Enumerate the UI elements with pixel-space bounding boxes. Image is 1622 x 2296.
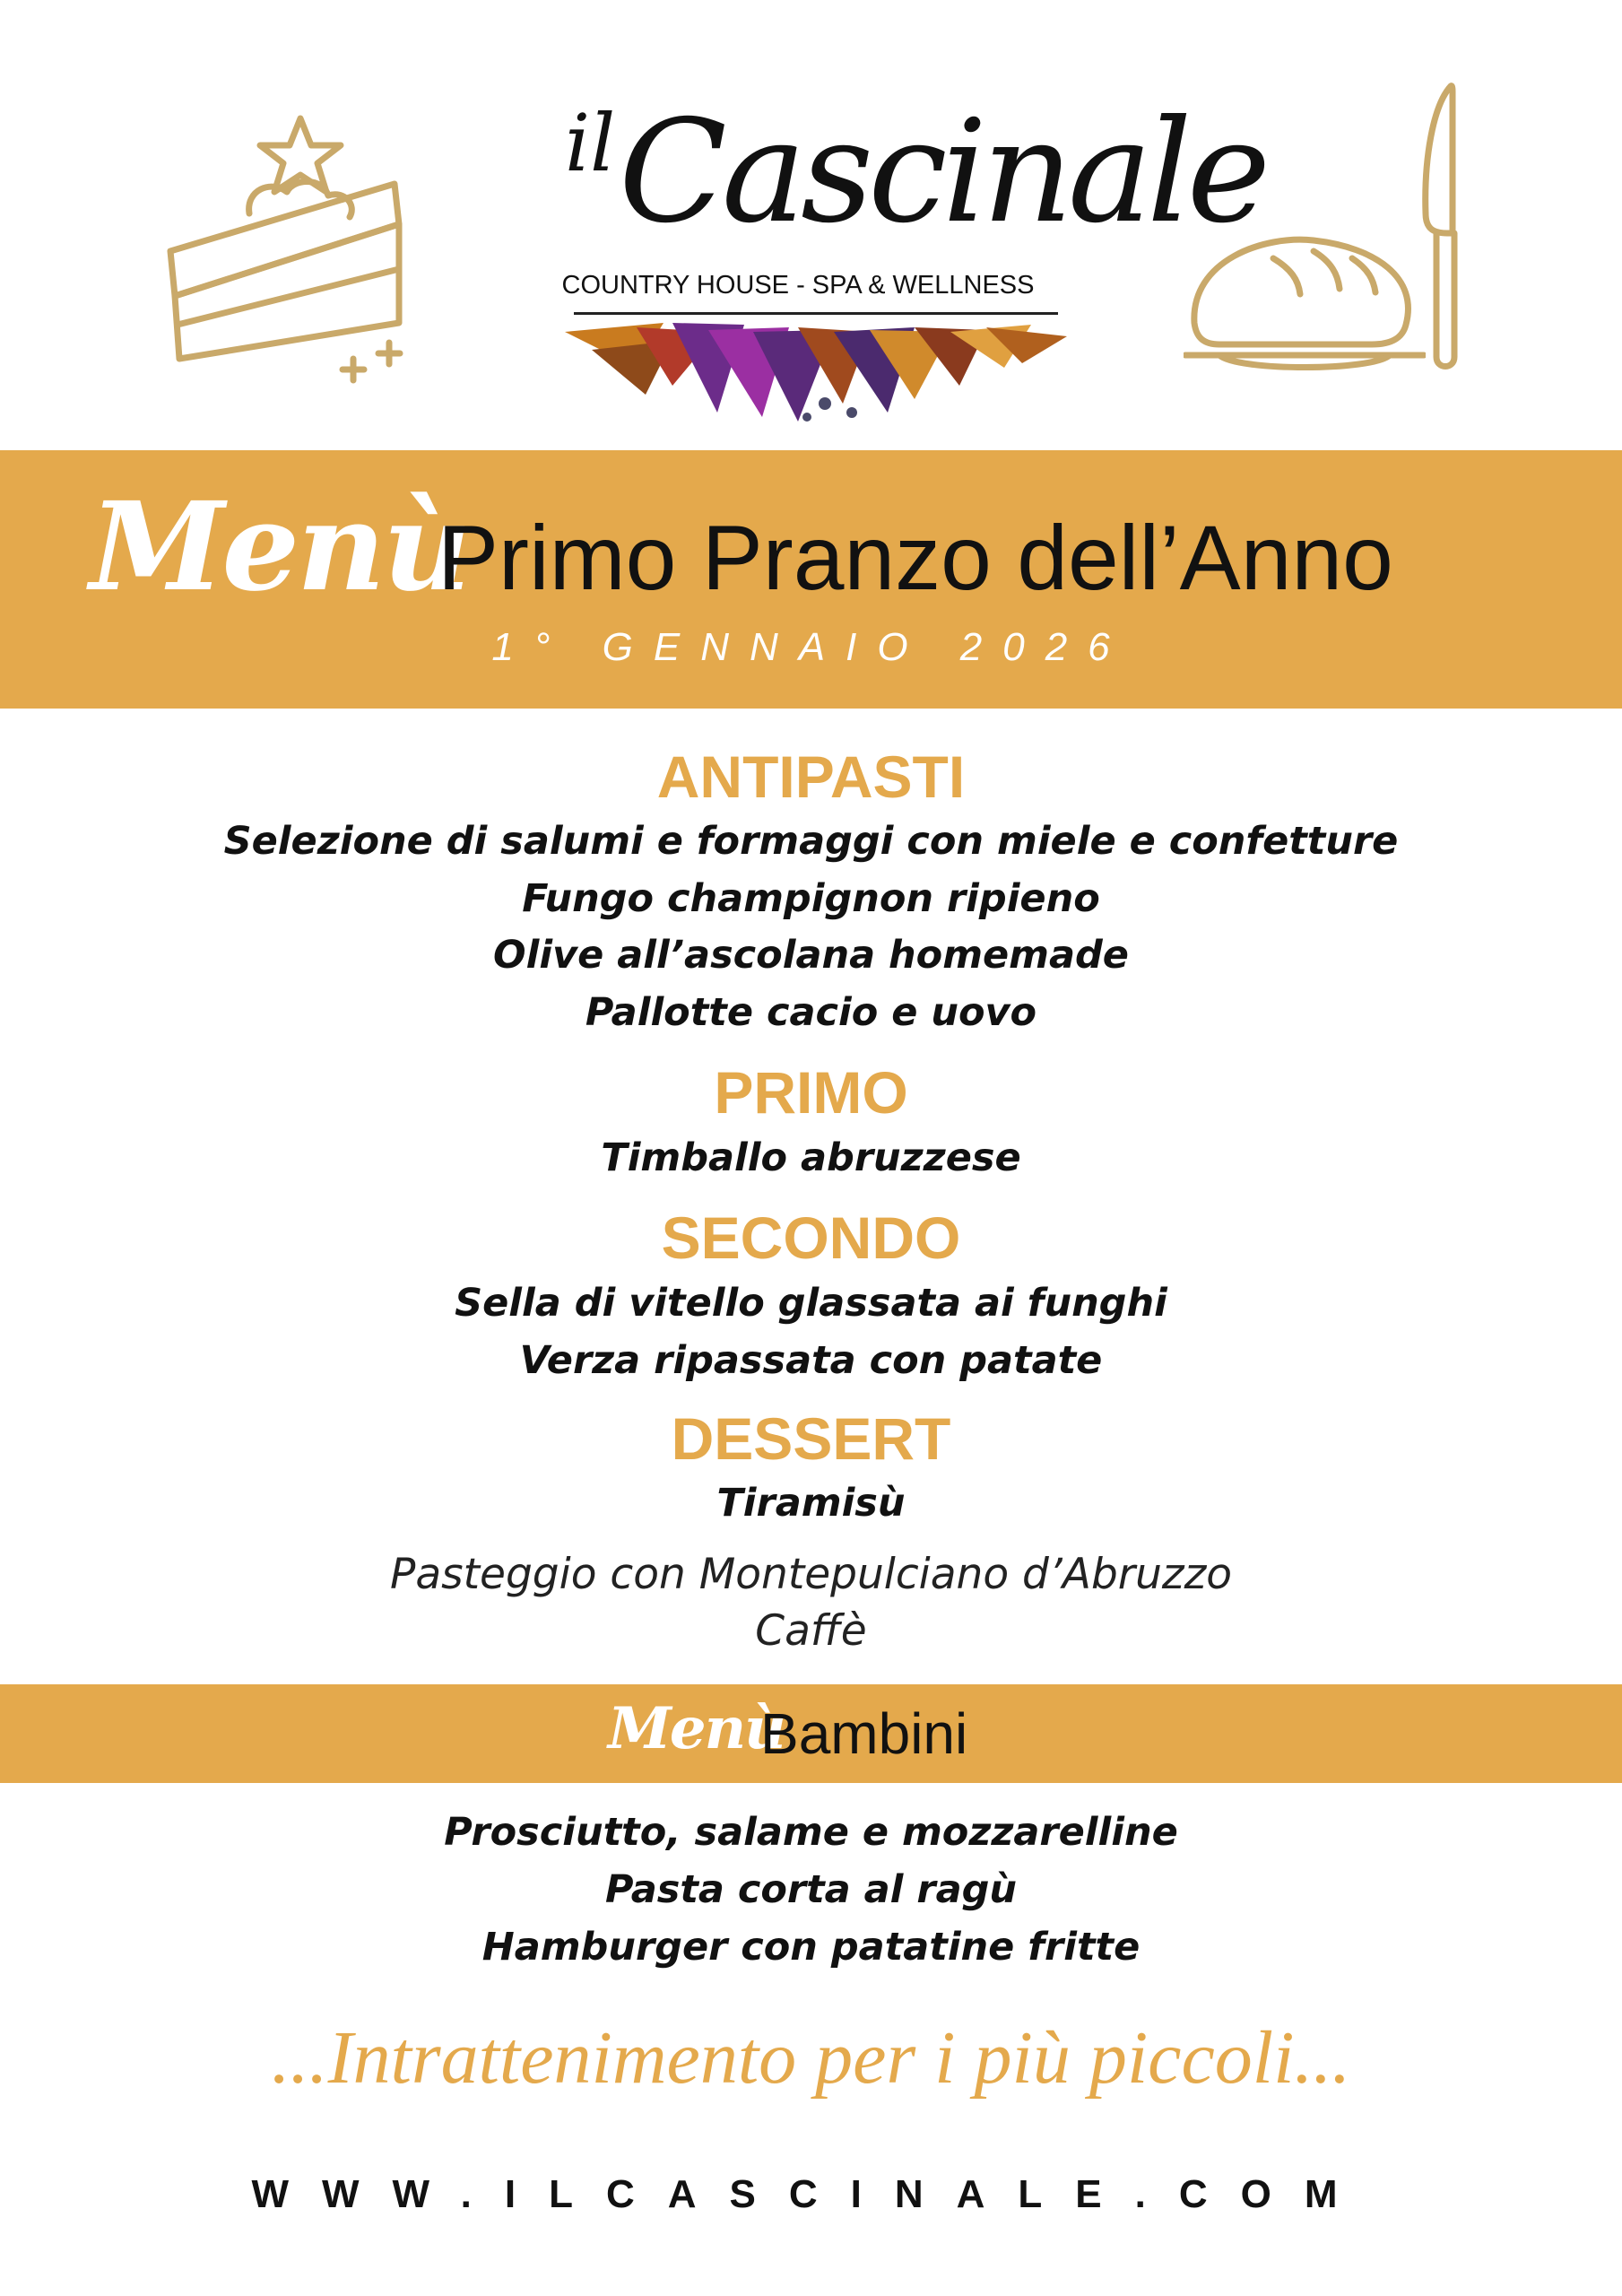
menu-item: Verza ripassata con patate <box>519 1338 1103 1383</box>
bread-plate-icon <box>1184 224 1426 377</box>
section-heading-secondo: SECONDO <box>661 1205 961 1271</box>
kids-menu-item: Hamburger con patatine fritte <box>481 1925 1141 1970</box>
kids-menu-item: Prosciutto, salame e mozzarelline <box>444 1810 1178 1855</box>
section-heading-primo: PRIMO <box>714 1059 908 1126</box>
website-link[interactable]: WWW.ILCASCINALE.COM <box>251 2172 1371 2216</box>
extra-line: Caffè <box>755 1606 867 1656</box>
menu-date: 1° GENNAIO 2026 <box>491 625 1131 669</box>
entertainment-note: ...Intrattenimento per i più piccoli... <box>271 2016 1351 2100</box>
logo-il: il <box>565 97 616 189</box>
menu-item: Timballo abruzzese <box>601 1135 1021 1180</box>
menu-item: Selezione di salumi e formaggi con miele e confetture <box>223 819 1399 864</box>
menu-title: Primo Pranzo dell’Anno <box>438 507 1393 609</box>
header <box>0 0 1622 448</box>
menu-item: Olive all’ascolana homemade <box>493 933 1129 978</box>
menu-item: Tiramisù <box>716 1481 906 1526</box>
menu-item: Sella di vitello glassata ai funghi <box>455 1281 1167 1326</box>
kids-menu-title: Bambini <box>760 1701 968 1766</box>
section-heading-antipasti: ANTIPASTI <box>656 744 966 810</box>
extra-line: Pasteggio con Montepulciano d’Abruzzo <box>390 1550 1232 1599</box>
logo-name: Cascinale <box>619 90 1266 255</box>
menu-item: Fungo champignon ripieno <box>522 876 1100 921</box>
knife-icon <box>1417 79 1470 375</box>
menu-script-word: Menù <box>90 475 469 619</box>
kids-menu-item: Pasta corta al ragù <box>604 1867 1018 1912</box>
leaf-garland-icon <box>565 314 1067 430</box>
logo-subtitle: COUNTRY HOUSE - SPA & WELLNESS <box>561 271 1035 300</box>
kids-menu-script-word: Menù <box>608 1695 785 1762</box>
menu-item: Pallotte cacio e uovo <box>585 990 1037 1035</box>
cake-slice-icon <box>152 99 421 386</box>
section-heading-dessert: DESSERT <box>671 1405 951 1472</box>
